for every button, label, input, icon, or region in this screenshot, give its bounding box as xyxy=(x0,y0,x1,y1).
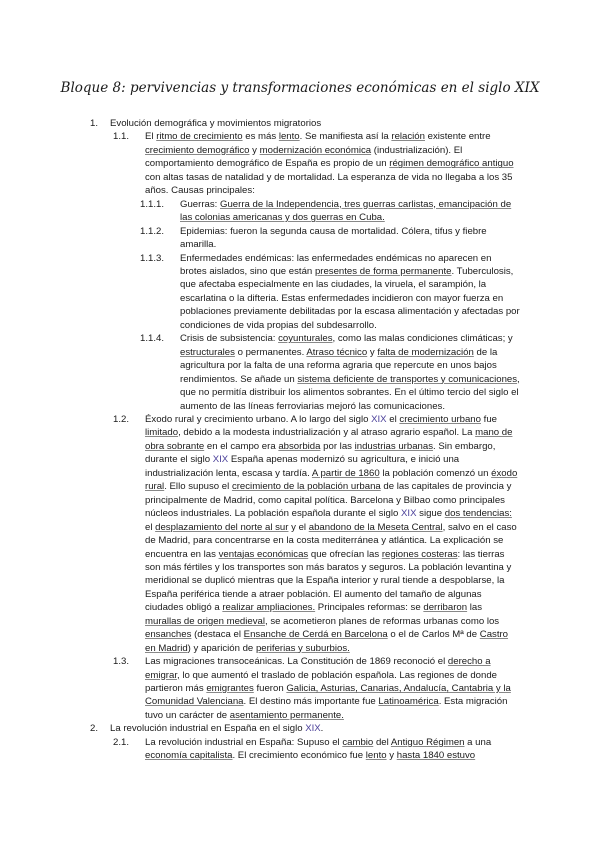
underlined-text: Galicia, Asturias, Canarias, Andalucía, Cantabria y la Comunidad Valenciana xyxy=(145,683,511,708)
item-text xyxy=(145,655,520,722)
underlined-text: Atraso técnico xyxy=(306,346,368,358)
underlined-text: emigrantes xyxy=(206,683,254,695)
underlined-text: sistema deficiente de transportes y comunicaciones xyxy=(297,373,518,385)
text-span: y xyxy=(386,750,397,762)
underlined-text: absorbida xyxy=(278,440,321,452)
text-span: con altas tasas de natalidad y de mortalidad. La esperanza de vida no llegaba a los 35 años. Causas principales: xyxy=(145,171,513,197)
text-span: , que no permitía distribuir los alimentos sobrantes. En el último tercio del siglo el aumento de las líneas ferroviarias mejoró las comunicaciones. xyxy=(180,373,520,412)
text-span: o permanentes. xyxy=(234,346,307,358)
item-text xyxy=(110,722,530,735)
underlined-text: estructurales xyxy=(180,346,235,358)
text-span: a una xyxy=(464,736,492,748)
item-text xyxy=(145,736,520,763)
underlined-text: realizar ampliaciones. xyxy=(222,602,316,614)
item-number: 1.1.1. xyxy=(140,198,165,210)
text-span: XIX xyxy=(371,413,387,425)
underlined-text: relación xyxy=(391,131,425,143)
underlined-text: Guerra de la Independencia, tres guerras carlistas, emancipación de las colonias americanas y dos guerras en Cuba. xyxy=(180,198,512,224)
underlined-text: periferias y suburbios. xyxy=(255,642,350,654)
text-span: . Tuberculosis, que afectaba especialmente en las ciudades, la viruela, el sarampión, la escarlatina o la difteria. Estas enfermedades incidieron con mayor fuerza en poblaciones previamente debilitadas por la escasa alimentación y afectadas por condiciones de vida propias del subdesarrollo. xyxy=(180,265,520,331)
underlined-text: coyunturales xyxy=(278,333,333,345)
item-number: 1.1.2. xyxy=(140,225,165,237)
underlined-text: A partir de 1860 xyxy=(311,467,380,479)
item-number: 1.3. xyxy=(113,656,130,668)
text-span: fue xyxy=(480,413,497,425)
underlined-text: crecimiento de la población urbana xyxy=(231,481,381,493)
text-span: es más xyxy=(242,131,279,143)
underlined-text: Ensanche de Cerdá en Barcelona xyxy=(243,629,388,641)
underlined-text: abandono de la Meseta Central xyxy=(308,521,443,533)
underlined-text: ventajas económicas xyxy=(218,548,309,560)
text-span: y xyxy=(367,346,378,358)
item-text xyxy=(180,225,520,252)
text-span: La revolución industrial en España en el siglo xyxy=(110,723,306,735)
text-span: , como las malas condiciones climáticas; y xyxy=(332,333,513,345)
text-span: Éxodo rural y crecimiento urbano. A lo largo del siglo xyxy=(145,413,372,425)
outline-item xyxy=(0,736,600,763)
underlined-text: mano de obra sobrante xyxy=(145,427,513,452)
underlined-text: limitado xyxy=(145,427,179,439)
text-span: Epidemias: fueron la segunda causa de mortalidad. Cólera, tifus y fiebre amarilla. xyxy=(180,225,487,251)
item-text xyxy=(180,252,520,333)
underlined-text: presentes de forma permanente xyxy=(314,265,452,277)
item-number: 1.1.4. xyxy=(140,333,165,345)
item-text xyxy=(180,332,520,413)
underlined-text: régimen demográfico antiguo xyxy=(389,158,514,170)
text-span: ) y aparición de xyxy=(187,642,256,654)
outline-item xyxy=(0,225,600,252)
text-span: (industrialización). El comportamiento demográfico de España es propio de un xyxy=(145,144,463,170)
outline-item xyxy=(0,117,600,130)
underlined-text: murallas de origen medieval xyxy=(145,615,265,627)
underlined-text: regiones costeras xyxy=(381,548,458,560)
text-span: Guerras: xyxy=(180,198,220,210)
text-span: : las tierras son más fértiles y los transportes son más baratos y seguros. La población levantina y meridional se duplicó mientras que la España interior y rural tiende a despoblarse, la España periférica tiende a atraer población. El aumento del tamaño de algunas ciudades obligó a xyxy=(145,548,512,614)
text-span: Principales reformas: se xyxy=(315,602,424,614)
text-span: Evolución demográfica y movimientos migratorios xyxy=(110,118,322,129)
outline-item xyxy=(0,252,600,333)
outline-item xyxy=(0,198,600,225)
item-number: 1.2. xyxy=(113,413,130,425)
underlined-text: éxodo rural xyxy=(145,467,518,493)
text-span: (destaca el xyxy=(191,629,244,641)
text-span: de la agricultura por la falta de una reforma agraria que repercute en unos bajos rendimientos. Se añade un xyxy=(180,346,498,385)
text-span: lo que aumentó el traslado de población española. Las regiones de donde partieron más xyxy=(145,669,498,695)
outline-item xyxy=(0,332,600,413)
text-span: Enfermedades endémicas: las enfermedades endémicas no aparecen en brotes aislados, sino que están xyxy=(180,252,492,277)
underlined-text: crecimiento urbano xyxy=(399,413,481,425)
item-text xyxy=(110,117,530,130)
text-span: . El crecimiento económico fue xyxy=(232,750,366,762)
text-span: existente entre xyxy=(424,131,491,143)
item-number: 1. xyxy=(90,118,99,129)
text-span: por las xyxy=(320,440,355,452)
item-number: 1.1. xyxy=(113,131,130,143)
text-span: y xyxy=(249,144,260,156)
text-span: XIX xyxy=(305,723,321,735)
text-span: el xyxy=(145,521,156,533)
text-span: La revolución industrial en España: Supuso el xyxy=(145,736,343,748)
underlined-text: hasta 1840 estuvo xyxy=(396,750,476,762)
text-span: . Se manifiesta así la xyxy=(299,131,392,143)
underlined-text: ensanches xyxy=(145,629,192,641)
text-span: XIX xyxy=(401,508,417,520)
text-span: El xyxy=(145,131,157,143)
page-title: Bloque 8: pervivencias y transformaciones económicas en el siglo XIX xyxy=(60,80,540,96)
text-span: fueron xyxy=(253,683,287,695)
item-text xyxy=(180,198,520,225)
item-number: 2.1. xyxy=(113,736,130,748)
underlined-text: Castro en Madrid xyxy=(145,629,509,654)
text-span: Las migraciones transoceánicas. La Constitución de 1869 reconoció el xyxy=(145,656,448,668)
text-span: . Sin embargo, durante el siglo xyxy=(145,440,496,466)
text-span: en el campo era xyxy=(204,440,279,452)
text-span: el xyxy=(386,413,400,425)
text-span: . Ello supuso el xyxy=(164,481,232,493)
underlined-text: Latinoamérica xyxy=(378,696,439,708)
underlined-text: Antiguo Régimen xyxy=(390,736,465,748)
underlined-text: falta de modernización xyxy=(377,346,474,358)
text-span: España apenas modernizó su agricultura, e inició una industrialización lenta, escasa y tardía. xyxy=(145,454,460,479)
text-span: que ofrecían las xyxy=(308,548,382,560)
text-span: . El destino más importante fue xyxy=(243,696,379,708)
text-span: de las capitales de provincia y principalmente de Madrid, como capital política. Barcelona y Bilbao como principales núcleos industriales. La población española durante el siglo xyxy=(145,481,512,520)
text-span: o el de Carlos Mª de xyxy=(387,629,480,641)
underlined-text: industrias urbanas xyxy=(354,440,434,452)
underlined-text: crecimiento demográfico xyxy=(145,144,250,156)
item-text xyxy=(145,413,520,655)
underlined-text: derribaron xyxy=(423,602,468,614)
text-span: , salvo en el caso de Madrid, para concentrarse en la costa mediterránea y atlántica. La explicación se encuentra en las xyxy=(145,521,517,560)
text-span: , se acometieron planes de reformas urbanas como los xyxy=(264,615,500,627)
outline-item xyxy=(0,130,600,197)
item-number: 1.1.3. xyxy=(140,252,165,264)
outline-item xyxy=(0,655,600,722)
text-span: Crisis de subsistencia: xyxy=(180,333,279,345)
outline-item xyxy=(0,413,600,655)
text-span: XIX xyxy=(212,454,229,466)
text-span: del xyxy=(373,736,391,748)
underlined-text: modernización económica xyxy=(259,144,372,156)
underlined-text: lento xyxy=(365,750,387,762)
underlined-text: desplazamiento del norte al sur xyxy=(155,521,289,533)
item-text xyxy=(145,130,520,197)
text-span: las xyxy=(467,602,483,614)
underlined-text: derecho a emigrar, xyxy=(145,656,491,681)
outline-item xyxy=(0,722,600,735)
underlined-text: lento xyxy=(278,131,300,143)
text-span: sigue xyxy=(416,508,445,520)
outline-list xyxy=(0,117,600,763)
text-span: . Esta migración tuvo un carácter de xyxy=(145,696,508,721)
underlined-text: cambio xyxy=(342,736,374,748)
underlined-text: asentamiento permanente. xyxy=(229,709,344,721)
text-span: la población comenzó un xyxy=(379,467,492,479)
text-span: . xyxy=(320,723,324,735)
underlined-text: economía capitalista xyxy=(145,750,233,762)
item-number: 2. xyxy=(90,723,99,735)
underlined-text: ritmo de crecimiento xyxy=(156,131,243,143)
underlined-text: dos tendencias: xyxy=(444,508,512,520)
text-span: , debido a la modesta industrialización y al atraso agrario español. La xyxy=(178,427,476,439)
text-span: y el xyxy=(288,521,309,533)
